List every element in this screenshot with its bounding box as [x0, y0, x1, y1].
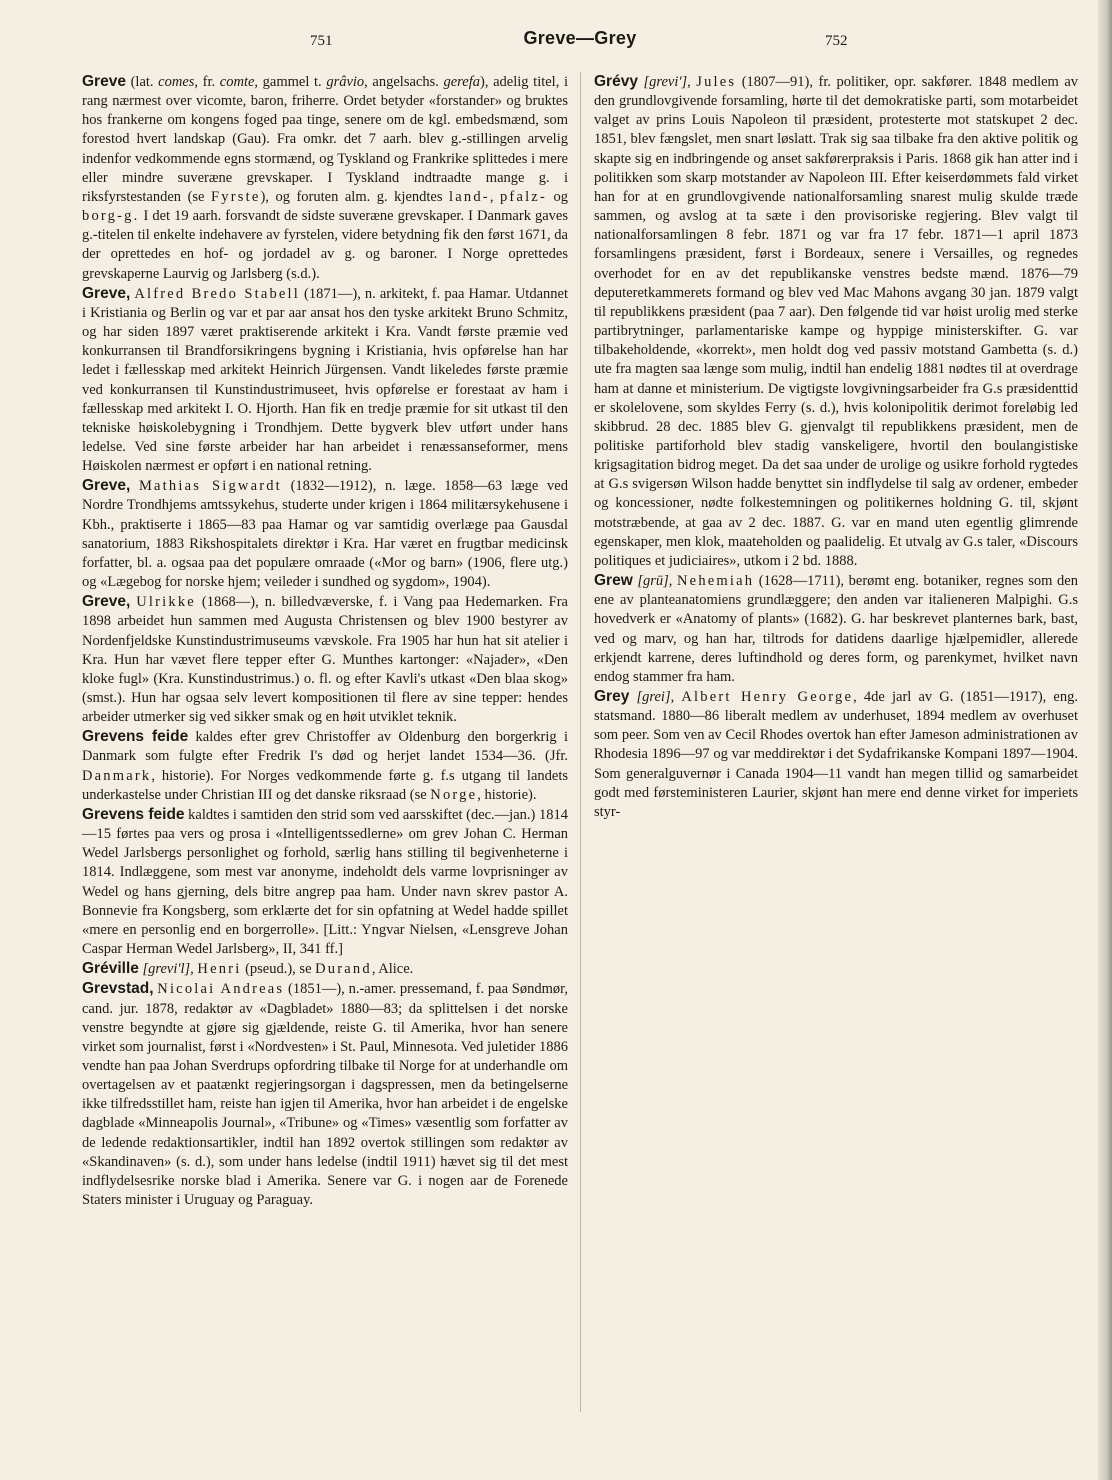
page-number-right: 752	[825, 33, 848, 49]
page-header	[80, 28, 1080, 58]
headword: Greve,	[82, 477, 131, 495]
entry-greve-alfred	[82, 284, 568, 477]
headword: Grévy	[594, 73, 638, 90]
headword: Greve	[82, 73, 126, 90]
entry-body: Alfred Bredo Stabell (1871—), n. arkitekt, f. paa Hamar. Utdannet i Kristiania og Berlin og var et par aar ansat hos den tyske arkitekt Bruno Schmitz, og har siden 1897 været praktiserende arkitekt i Kra. Vandt første præmie ved konkurransen til Brandforsikringens bygning i Kristiania, hvis opførelse han har ledet i fællesskap med arkitekt Heinrich Jürgensen. Vandt likeledes første præmie ved konkurransen til Kunstindustrimuseet, hvis opførelse er forestaat av ham i fællesskap med arkitekt I. O. Hjorth. Han fik en tredje præmie for sit utkast til den tekniske høiskolebygning i Trondhjem. Dette bygverk blev utført under hans ledelse. Ved sine første arbeider har han arbeidet i renæssanseformer, mens Høiskolen nærmest er opført i en national retning.	[82, 285, 568, 475]
entry-body: [grei], Albert Henry George, 4de jarl av G. (1851—1917), eng. statsmand. 1880—86 liberalt medlem av underhuset, 1894 medlem av overhuset som peer. Som ven av Cecil Rhodes overtok han efter Jameson administrationen av Rhodesia 1896—97 og var meddirektør i det Sydafrikanske Kompani 1897—1904. Som generalguvernør i Canada 1904—11 vandt han megen tillid og samarbeidet godt med førsteministeren Laurier, skjønt han mere end denne virket for imperiets styr-	[594, 689, 1078, 820]
column-right	[594, 72, 1078, 822]
entry-greve	[82, 72, 568, 284]
entry-body: [grū], Nehemiah (1628—1711), berømt eng. botaniker, regnes som den ene av planteanatomiens grundlæggere; den anden var italieneren Malpighi. G.s hovedverk er «Anatomy of plants» (1682). G. har beskrevet planternes bark, bast, ved og marv, og han har, tiltrods for datidens daarlige hjælpemidler, allerede erkjendt karrene, deres luftindhold og deres form, og parenkymet, hvilket navn endog stammer fra ham.	[594, 573, 1078, 685]
entry-body: [grevi'l], Henri (pseud.), se Durand, Alice.	[142, 961, 414, 978]
entry-grey	[594, 687, 1078, 822]
column-left	[82, 72, 568, 1210]
entry-body: kaldes efter grev Christoffer av Oldenburg den borgerkrig i Danmark som fulgte efter Fredrik I's død og herjet landet 1534—36. (Jfr. Danmark, historie). For Norges vedkommende førte g. f.s utgang til landets underkastelse under Christian III og det danske riksraad (se Norge, historie).	[82, 729, 568, 803]
headword: Grey	[594, 688, 630, 705]
running-head: Greve—Grey	[523, 28, 637, 48]
page-number-left: 751	[310, 33, 333, 49]
entry-body: (lat. comes, fr. comte, gammel t. grâvio, angelsachs. gerefa), adelig titel, i rang nærmest over vicomte, baron, friherre. Ordet betyder «forstander» og bruktes hos frankerne om kongens foged paa tinge, senere om de kgl. embedsmænd, som forestod hvert landskap (Gau). Fra omkr. det 7 aarh. blev g.-stillingen arvelig indenfor vedkommende egns stormænd, og Tyskland og Frankrike splittedes i mere eller mindre suveræne grevskaper. I Tyskland indtraadte mange g. i riksfyrstestanden (se Fyrste), og foruten alm. g. kjendtes land-, pfalz- og borg-g. I det 19 aarh. forsvandt de sidste suveræne grevskaper. I Danmark gaves g.-titelen til enkelte indehavere av fyrstelen, videre betydning fik den først 1671, da der oprettedes en hof- og jordadel av g. og baroner. I Norge oprettedes grevskaperne Laurvig og Jarlsberg (s.d.).	[82, 74, 569, 282]
entry-body: [grevi'], Jules (1807—91), fr. politiker, opr. sakfører. 1848 medlem av den grundlovgivende forsamling, hørte til det demokratiske parti, som motarbeidet valget av prins Louis Napoleon til præsident, protesterte mot statskupet 2 dec. 1851, blev fængslet, men snart løslatt. Trak sig saa tilbake fra den aktive politik og skapte sig en indbringende og anset sakførerpraksis i Paris. 1868 gik han atter ind i politikken som skarp motstander av Napoleon III. Efter keiserdømmets fald virket han for at en grundlovgivende nationalforsamling snarest mulig skulde træde sammen, og avslog at ta sæte i den provisoriske regjering. Blev valgt til nationalforsamlingen 8 febr. 1871 og var fra 17 febr. 1871—1 april 1873 forsamlingens præsident, først i Bordeaux, senere i Versailles, og regnedes overhodet for en av det republikanske venstres bedste mænd. 1876—79 deputeretkammerets formand og blev ved Mac Mahons avgang 30 jan. 1879 valgt til republikkens præsident (paa 7 aar). Den følgende tid var høist urolig med sterke partibrytninger, parlamentariske kampe og hyppige ministerskifter. G. var tilbakeholdende, «korrekt», men holdt dog ved passiv motstand Gambetta (s. d.) ute fra magten saa længe som mulig, indtil han endelig 1881 nødtes til at overdrage ham at danne et ministerium. De vigtigste lovgivningsarbeider fra G.s præsidenttid er skolelovene, som skyldes Ferry (s. d.), hvis kolonipolitik derimot foreløbig led skibbrud. 28 dec. 1885 blev G. gjenvalgt til republikkens præsident, men de politiske partiforhold blev stadig vanskeligere, hvortil den boulangistiske krigsagitation bidrog meget. Da det saa under de urolige og usikre forhold rygtedes at G.s svigersøn Wilson hadde benyttet sin indflydelse til salg av ordener, embeder og koncessioner, nødte folkestemningen og politikernes holdning G. til, skjønt motstræbende, at gaa av 2 dec. 1887. G. var en mand uten egentlig glimrende egenskaper, men klok, maateholden og paalidelig. Et utvalg av G.s taler, «Discours politiques et judiciaires», utkom i 2 bd. 1888.	[594, 74, 1079, 569]
entry-body: Nicolai Andreas (1851—), n.-amer. pressemand, f. paa Søndmør, cand. jur. 1878, redaktør av «Dagbladet» 1880—83; da splittelsen i det norske venstre begyndte at gjøre sig gjældende, reiste G. til Amerika, hvor han senere virket som journalist, først i «Nordvesten» i St. Paul, Minnesota. Ved juletider 1886 vendte han paa Johan Sverdrups opfordring tilbake til Norge for at underhandle om overtagelsen av et paatænkt regjeringsorgan i dagspressen, men da betingelserne ikke tilfredsstillet ham, reiste han igjen til Amerika, hvor han arbeidet i de engelske dagblade «Minneapolis Journal», «Tribune» og «Times» væsentlig som forfatter av de ledende redaktionsartikler, indtil han 1892 overtok stillingen som redaktør av «Skandinaven» (s. d.), som under hans ledelse (indtil 1911) hævet sig til det mest indflydelsesrike norske blad i Amerika. Senere var G. i nogen aar de Forenede Staters minister i Uruguay og Paraguay.	[82, 981, 568, 1209]
entry-body: kaldtes i samtiden den strid som ved aarsskiftet (dec.—jan.) 1814—15 førtes paa vers og prosa i «Intelligentssedlerne» om grev Johan C. Herman Wedel Jarlsbergs personlighet og forhold, særlig hans stilling til begivenheterne i 1814. Indlæggene, som mest var anonyme, indeholdt dels varme lovprisninger av Wedel og hans gjerning, dels bitre angrep paa ham. Under navn skrev pastor A. Bonnevie fra Kongsberg, som erklærte det for sin opfatning at Wedel hadde spillet «mere en personlig end en borgerrolle». [Litt.: Yngvar Nielsen, «Lensgreve Johan Caspar Herman Wedel Jarlsberg», II, 341 ff.]	[82, 806, 568, 958]
entry-grevens-feide-2	[82, 805, 568, 959]
entry-grew	[594, 571, 1078, 687]
entry-greve-ulrikke	[82, 592, 568, 727]
headword: Grevens feide	[82, 805, 185, 823]
headword: Grevstad,	[82, 980, 154, 998]
entry-grevstad	[82, 979, 568, 1210]
entry-grevy	[594, 72, 1078, 571]
entry-body: Mathias Sigwardt (1832—1912), n. læge. 1858—63 læge ved Nordre Trondhjems amtssykehus, studerte under krigen i 1864 militærsykehusene i Kbh., praktiserte i 1865—83 paa Hamar og var samtidig overlæge paa Gausdal sanatorium, 1883 Rikshospitalets direktør i Kra. Har været en frugtbar medicinsk forfatter, bl. a. ogsaa paa det populære omraade («Mor og barn» (1906, flere utg.) og «Lægebog for norske hjem; veileder i sundhed og sygdom», 1904).	[82, 478, 568, 591]
page-edge	[1098, 0, 1112, 1480]
entry-body: Ulrikke (1868—), n. billedvæverske, f. i Vang paa Hedemarken. Fra 1898 arbeidet hun sammen med Augusta Christensen og blev 1900 bestyrer av Nordenfjeldske Kunstindustrimuseums vævskole. Fra 1905 har hun hat sit atelier i Kra. Hun har vævet flere tepper efter G. Munthes kartonger: «Najader», «Den kloke fugl» (Kra. Kunstindustrimus.) o. fl. og efter Kavli's utkast «Den blaa skog» (smst.). Hun har ogsaa selv levert kompositionen til flere av sine tepper: hendes arbeider utmerker sig ved sikker smak og en høit utviklet teknik.	[82, 594, 568, 726]
headword: Greve,	[82, 284, 131, 302]
entry-grevens-feide-1	[82, 727, 568, 805]
headword: Grew	[594, 572, 633, 590]
headword: Gréville	[82, 960, 139, 978]
headword: Greve,	[82, 593, 131, 611]
entry-greville	[82, 959, 568, 979]
column-divider	[580, 72, 581, 1412]
entry-greve-mathias	[82, 476, 568, 592]
headword: Grevens feide	[82, 728, 189, 746]
